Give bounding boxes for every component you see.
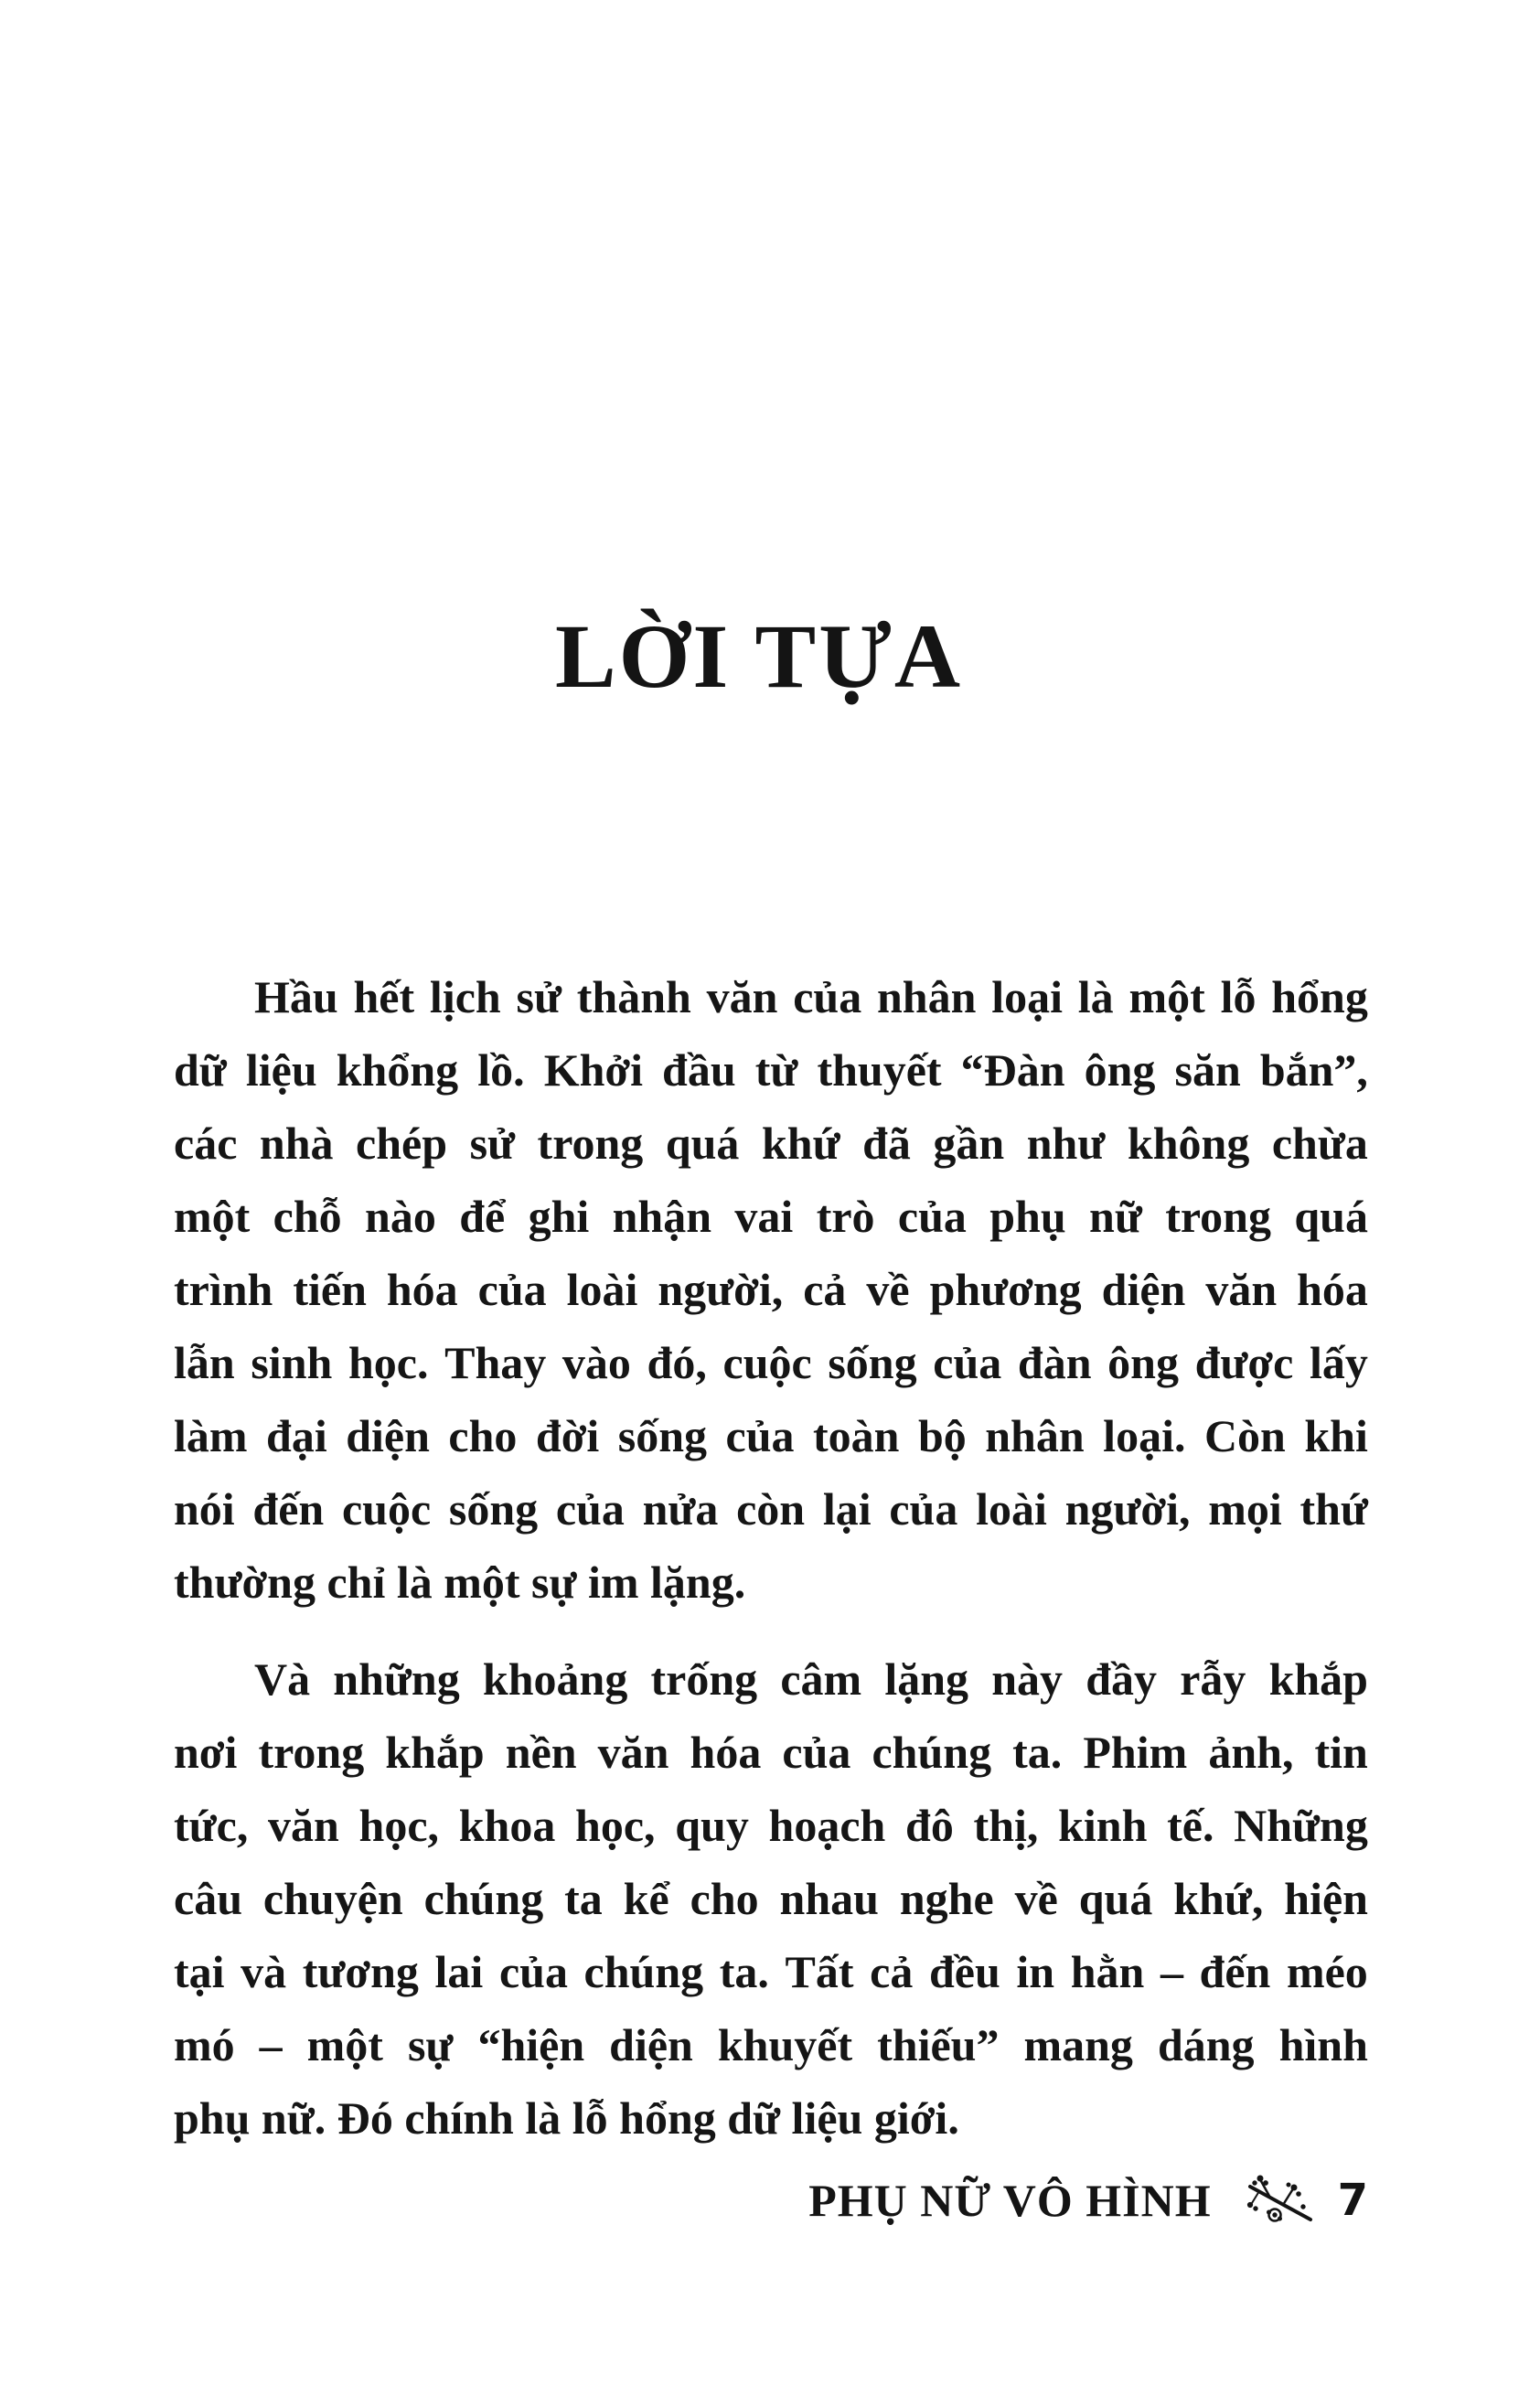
page-footer [808,2166,1368,2235]
text-line: lẫn sinh học. Thay vào đó, cuộc sống của đàn ông được lấy [174,1337,1368,1388]
text-line: trình tiến hóa của loài người, cả về phương diện văn hóa [174,1264,1368,1315]
text-line: Hầu hết lịch sử thành văn của nhân loại là một lỗ hổng [254,971,1368,1022]
text-line: làm đại diện cho đời sống của toàn bộ nhân loại. Còn khi [174,1410,1368,1461]
text-line: phụ nữ. Đó chính là lỗ hổng dữ liệu giới. [174,2092,959,2144]
text-line: nói đến cuộc sống của nửa còn lại của loài người, mọi thứ [174,1483,1368,1535]
text-line: mó – một sự “hiện diện khuyết thiếu” mang dáng hình [174,2019,1368,2070]
text-line: Và những khoảng trống câm lặng này đầy rẫy khắp [254,1653,1368,1705]
text-line: thường chỉ là một sự im lặng. [174,1557,746,1608]
text-line: tại và tương lai của chúng ta. Tất cả đều in hằn – đến méo [174,1946,1368,1997]
running-book-title: PHỤ NỮ VÔ HÌNH [808,2175,1212,2226]
paragraph [174,960,1368,1619]
text-line: các nhà chép sử trong quá khứ đã gần như không chừa [174,1118,1368,1169]
text-line: một chỗ nào để ghi nhận vai trò của phụ nữ trong quá [174,1191,1368,1242]
page-number: 7 [1337,2175,1368,2226]
paragraph [174,1642,1368,2155]
blossom-branch-icon [1246,2172,1314,2229]
text-line: câu chuyện chúng ta kể cho nhau nghe về quá khứ, hiện [174,1873,1368,1924]
text-line: dữ liệu khổng lồ. Khởi đầu từ thuyết “Đàn ông săn bắn”, [174,1044,1368,1096]
body-text [174,960,1368,2155]
text-line: nơi trong khắp nền văn hóa của chúng ta. Phim ảnh, tin [174,1727,1368,1778]
chapter-title: LỜI TỰA [554,605,964,707]
text-line: tức, văn học, khoa học, quy hoạch đô thị, kinh tế. Những [174,1800,1368,1851]
